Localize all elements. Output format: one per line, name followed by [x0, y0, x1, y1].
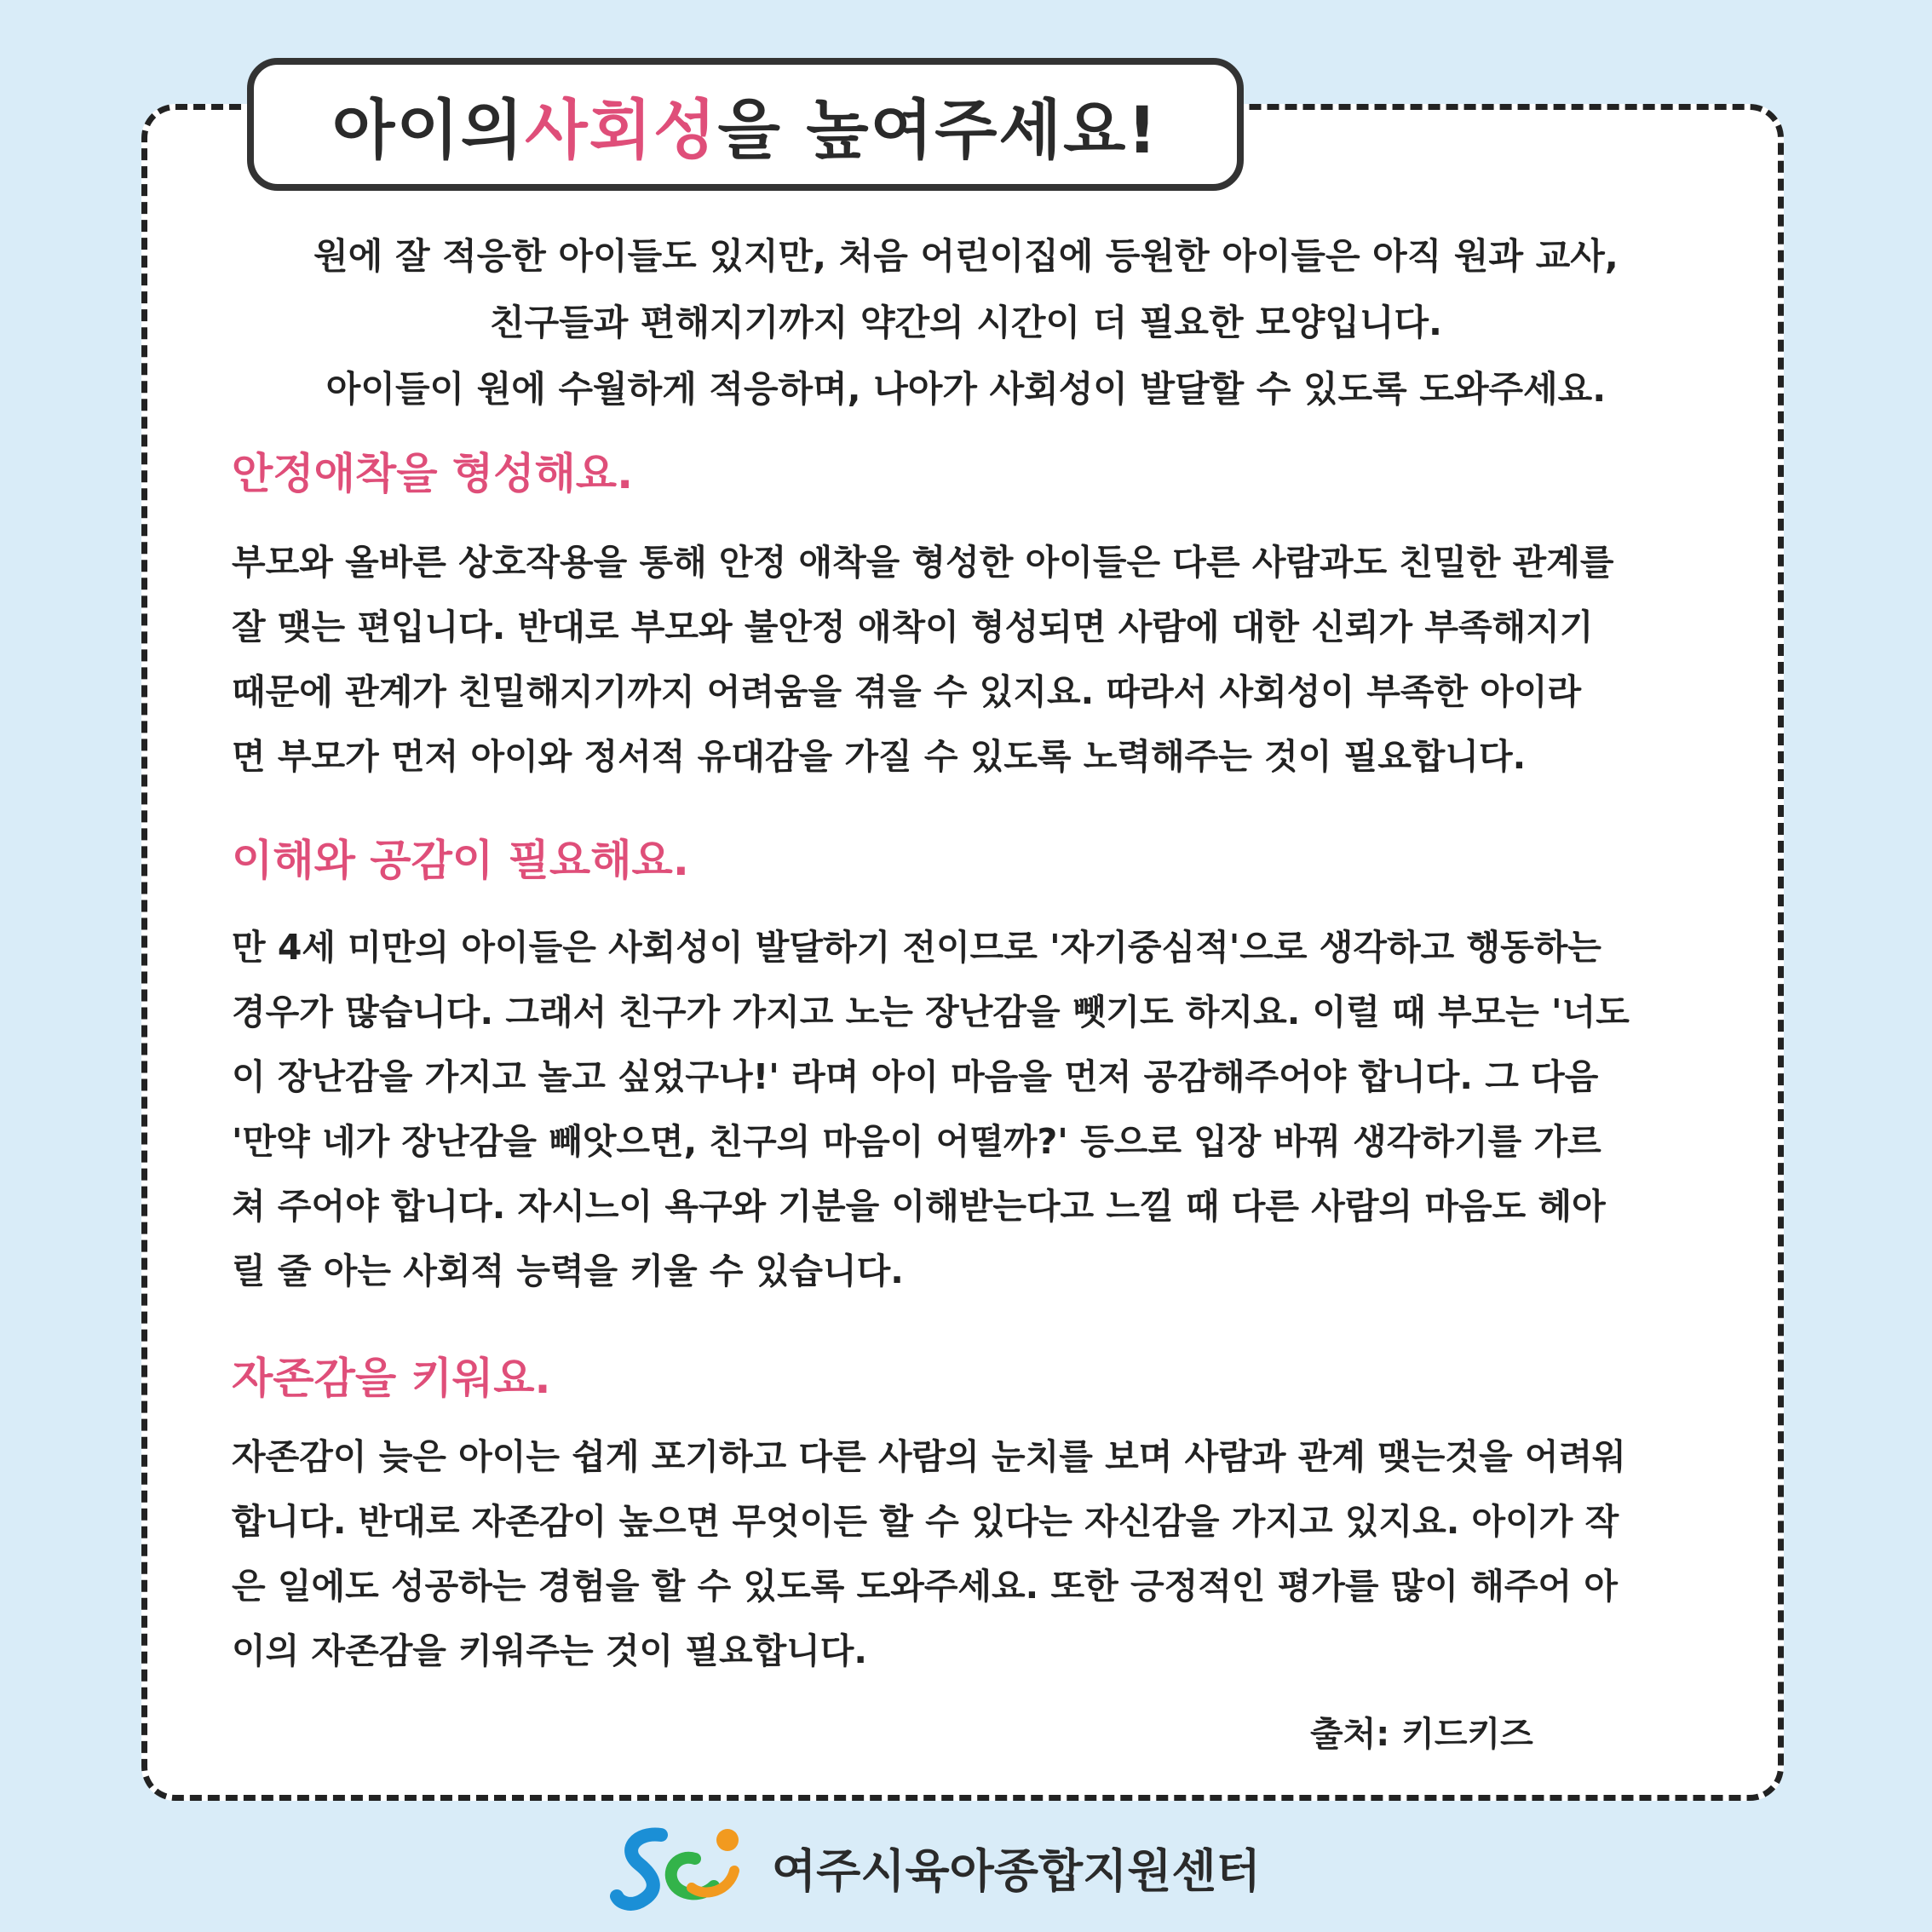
title-after: 을 높여주세요!: [717, 91, 1159, 168]
section-body-attachment: [232, 530, 1714, 789]
body-line: 이 장난감을 가지고 놀고 싶었구나!' 라며 아이 마음을 먼저 공감해주어야 합니다. 그 다음: [232, 1056, 1599, 1097]
organization-name: 여주시육아종합지원센터: [772, 1843, 1261, 1898]
body-line: 만 4세 미만의 아이들은 사회성이 발달하기 전이므로 '자기중심적'으로 생각하고 행동하는: [232, 927, 1601, 968]
body-line: 부모와 올바른 상호작용을 통해 안정 애착을 형성한 아이들은 다른 사람과도 친밀한 관계를: [232, 542, 1614, 583]
section-body-empathy: [232, 915, 1714, 1303]
body-line: 합니다. 반대로 자존감이 높으면 무엇이든 할 수 있다는 자신감을 가지고 있지요. 아이가 작: [232, 1501, 1619, 1542]
intro-line: 친구들과 편해지기까지 약간의 시간이 더 필요한 모양입니다.: [490, 302, 1442, 343]
body-line: 릴 줄 아는 사회적 능력을 키울 수 있습니다.: [232, 1251, 904, 1291]
source-credit: 출처: 키드키즈: [1310, 1715, 1533, 1754]
footer: [610, 1820, 1261, 1915]
section-heading-empathy: 이해와 공감이 필요해요.: [232, 836, 689, 885]
title-accent: 사회성: [525, 91, 718, 168]
body-line: '만약 네가 장난감을 빼앗으면, 친구의 마음이 어떨까?' 등으로 입장 바꿔 생각하기를 가르: [232, 1121, 1601, 1162]
organization-logo-icon: [610, 1820, 746, 1915]
intro-line: 원에 잘 적응한 아이들도 있지만, 처음 어린이집에 등원한 아이들은 아직 원과 교사,: [313, 235, 1619, 277]
body-line: 은 일에도 성공하는 경험을 할 수 있도록 도와주세요. 또한 긍정적인 평가를 많이 해주어 아: [232, 1566, 1618, 1607]
body-line: 자존감이 늦은 아이는 쉽게 포기하고 다른 사람의 눈치를 보며 사람과 관계 맺는것을 어려워: [232, 1436, 1626, 1477]
body-line: 이의 자존감을 키워주는 것이 필요합니다.: [232, 1630, 867, 1671]
section-body-self-esteem: [232, 1424, 1714, 1683]
intro-paragraph: [170, 223, 1762, 423]
body-line: 쳐 주어야 합니다. 자시느이 욕구와 기분을 이해받는다고 느낄 때 다른 사람의 마음도 헤아: [232, 1186, 1606, 1227]
page-title: [247, 58, 1244, 191]
section-heading-attachment: 안정애착을 형성해요.: [232, 449, 634, 498]
body-line: 면 부모가 먼저 아이와 정서적 유대감을 가질 수 있도록 노력해주는 것이 필요합니다.: [232, 736, 1527, 777]
intro-line: 아이들이 원에 수월하게 적응하며, 나아가 사회성이 발달할 수 있도록 도와주세요.: [325, 368, 1607, 410]
body-line: 때문에 관계가 친밀해지기까지 어려움을 겪을 수 있지요. 따라서 사회성이 부족한 아이라: [232, 671, 1582, 712]
title-before: 아이의: [331, 91, 526, 168]
body-line: 잘 맺는 편입니다. 반대로 부모와 불안정 애착이 형성되면 사람에 대한 신뢰가 부족해지기: [232, 607, 1594, 647]
body-line: 경우가 많습니다. 그래서 친구가 가지고 노는 장난감을 뺏기도 하지요. 이럴 때 부모는 '너도: [232, 992, 1630, 1032]
section-heading-self-esteem: 자존감을 키워요.: [232, 1354, 551, 1403]
